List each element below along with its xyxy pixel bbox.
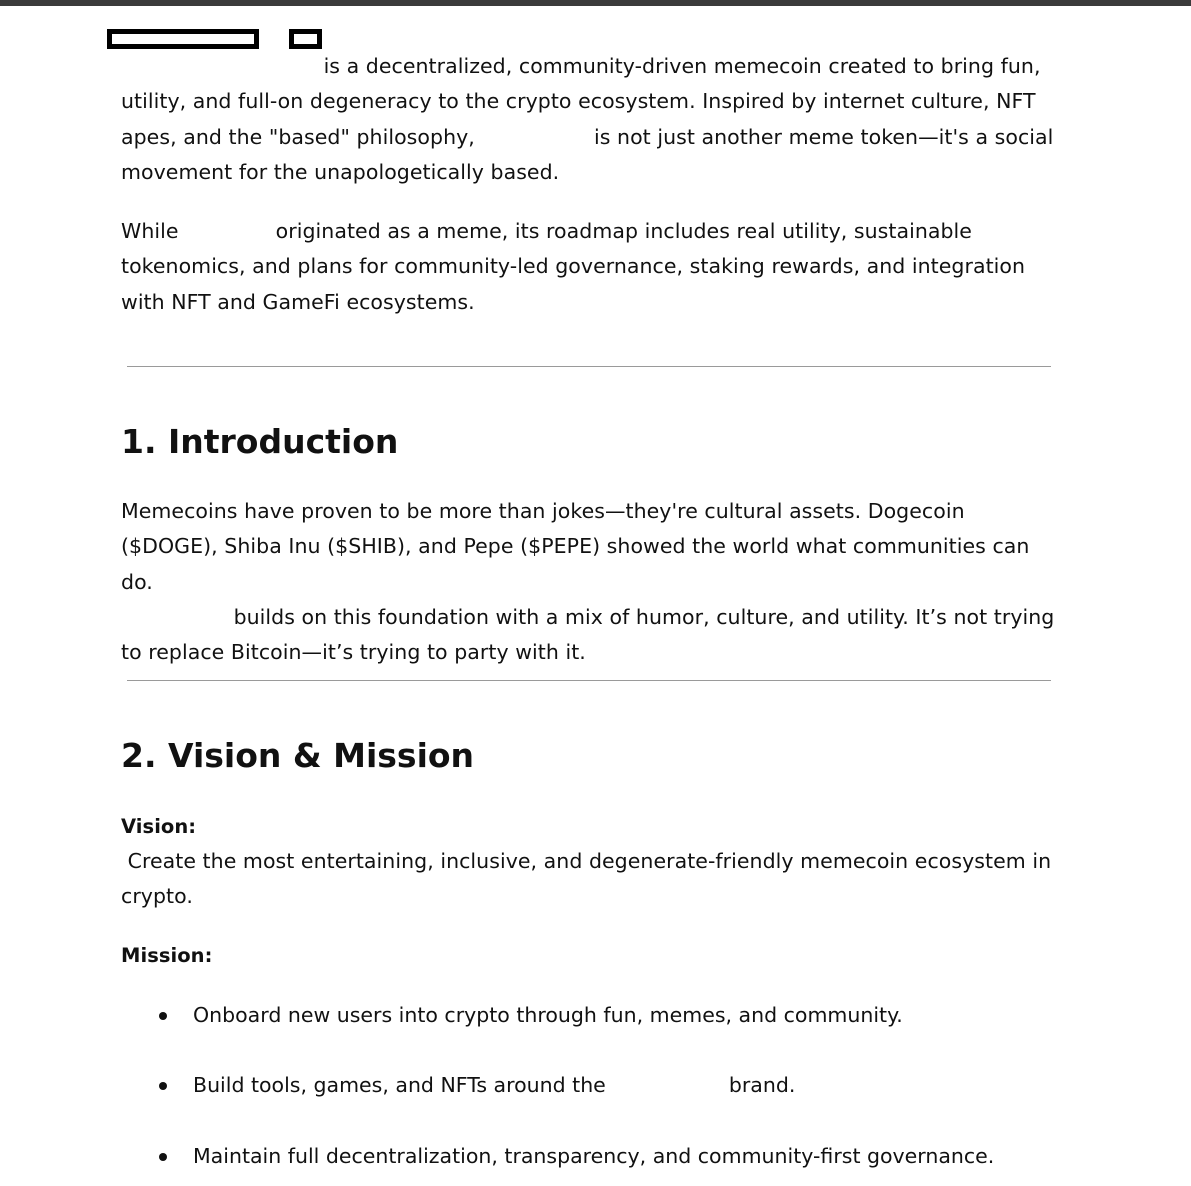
mission-label: Mission: xyxy=(121,944,213,967)
vision-label: Vision: xyxy=(121,815,197,838)
bullet-icon xyxy=(159,1153,167,1161)
section-title-introduction: 1. Introduction xyxy=(121,422,399,461)
redacted-token-name xyxy=(481,143,587,144)
redaction-box xyxy=(289,29,322,49)
introduction-text-1: Memecoins have proven to be more than jokes—they're cultural assets. Dogecoin ($DOGE), Shiba Inu ($SHIB), and Pepe ($PEPE) showed the world what communities can do. xyxy=(121,499,1030,594)
mission-item-text: Build tools, games, and NFTs around the xyxy=(193,1073,613,1097)
while-suffix: originated as a meme, its roadmap includes real utility, sustainable tokenomics, and plans for community-led governance, staking rewards, and integration with NFT and GameFi ecosystems. xyxy=(121,219,1026,314)
redacted-token-name xyxy=(612,1091,722,1092)
redacted-token-name xyxy=(121,623,227,624)
vision-text: Create the most entertaining, inclusive, and degenerate-friendly memecoin ecosystem in crypto. xyxy=(121,849,1058,909)
while-paragraph xyxy=(121,214,1066,320)
mission-item-text-after: brand. xyxy=(722,1073,796,1097)
mission-item-text: Onboard new users into crypto through fun, memes, and community. xyxy=(193,1003,903,1027)
bullet-icon xyxy=(159,1082,167,1090)
redacted-token-name xyxy=(121,72,317,73)
redaction-box xyxy=(107,29,259,49)
bullet-icon xyxy=(159,1012,167,1020)
section-title-vision-mission: 2. Vision & Mission xyxy=(121,736,475,775)
section-divider xyxy=(127,680,1051,681)
introduction-paragraph xyxy=(121,494,1066,670)
mission-item-text: Maintain full decentralization, transparency, and community-first governance. xyxy=(193,1144,995,1168)
intro-text-1: is a decentralized, community-driven memecoin created to bring fun, utility, and full-on degeneracy to the crypto ecosystem. Inspired by internet culture, NFT apes, and the "based" philosophy, xyxy=(121,54,1041,149)
while-prefix: While xyxy=(121,219,186,243)
section-divider xyxy=(127,366,1051,367)
intro-text-2: is not just another meme token—it's a social movement for the unapologetically based. xyxy=(121,124,1054,184)
window-top-border xyxy=(0,0,1191,6)
introduction-text-2: builds on this foundation with a mix of humor, culture, and utility. It’s not trying to replace Bitcoin—it’s trying to party with it. xyxy=(121,604,1055,665)
redacted-token-name xyxy=(185,237,269,238)
intro-paragraph xyxy=(121,49,1066,190)
